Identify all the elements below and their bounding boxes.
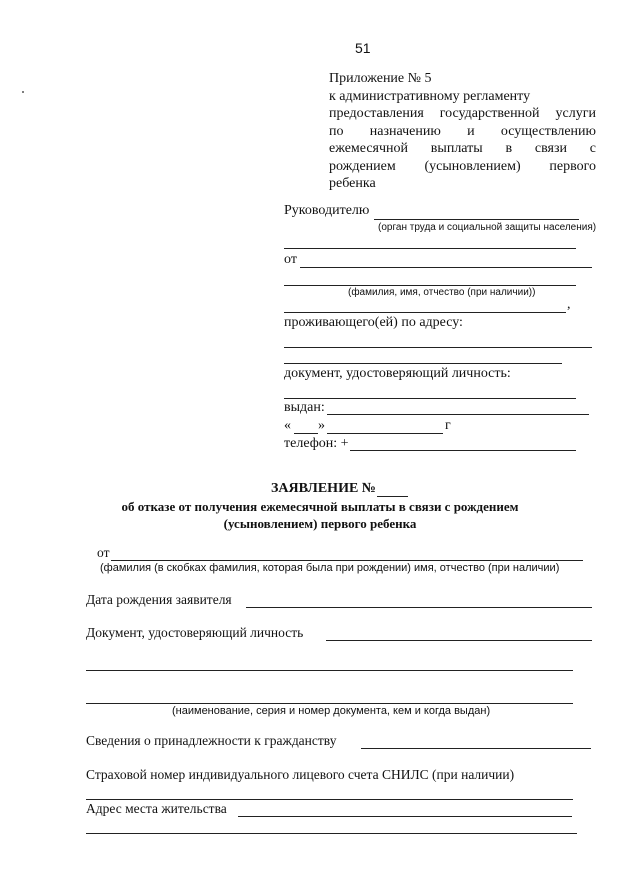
fio-field-line[interactable] bbox=[284, 285, 576, 286]
appendix-line-2: к административному регламенту bbox=[329, 88, 531, 104]
residence-field-line-2[interactable] bbox=[86, 833, 577, 834]
doc-label: документ, удостоверяющий личность: bbox=[284, 366, 511, 381]
appendix-line-5: ежемесячной выплаты в связи с bbox=[329, 141, 596, 156]
issued-label: выдан: bbox=[284, 400, 325, 415]
from-field-line[interactable] bbox=[300, 267, 592, 268]
appendix-block bbox=[329, 70, 596, 193]
birth-field-line[interactable] bbox=[246, 607, 592, 608]
appendix-line-1: Приложение № 5 bbox=[329, 71, 432, 86]
date-open-quote: « bbox=[284, 418, 291, 433]
head-field-line[interactable] bbox=[374, 219, 579, 220]
head-label: Руководителю bbox=[284, 203, 370, 218]
body-doc-line-2[interactable] bbox=[86, 670, 573, 671]
address-field-line-1[interactable] bbox=[284, 347, 592, 348]
doc-field-line[interactable] bbox=[284, 398, 576, 399]
phone-label: телефон: + bbox=[284, 436, 349, 451]
page-number: 51 bbox=[355, 40, 371, 56]
snils-field-line[interactable] bbox=[86, 799, 573, 800]
statement-number-line[interactable] bbox=[377, 496, 408, 497]
scan-speck bbox=[22, 91, 24, 93]
date-day-line[interactable] bbox=[294, 433, 318, 434]
appendix-line-3: предоставления государственной услуги bbox=[329, 106, 596, 121]
statement-subtitle-2: (усыновлением) первого ребенка bbox=[223, 516, 417, 531]
address-label: проживающего(ей) по адресу: bbox=[284, 315, 463, 330]
fio-hint: (фамилия, имя, отчество (при наличии)) bbox=[348, 287, 536, 298]
from-label: от bbox=[284, 252, 297, 267]
body-from-label: от bbox=[97, 545, 110, 560]
citizenship-label: Сведения о принадлежности к гражданству bbox=[86, 733, 337, 748]
statement-title: ЗАЯВЛЕНИЕ № bbox=[271, 481, 376, 496]
citizenship-field-line[interactable] bbox=[361, 748, 591, 749]
body-from-hint: (фамилия (в скобках фамилия, которая была при рождении) имя, отчество (при наличии) bbox=[100, 562, 560, 574]
statement-subtitle-1: об отказе от получения ежемесячной выплаты в связи с рождением bbox=[121, 499, 519, 514]
head-field-line-2[interactable] bbox=[284, 248, 576, 249]
address-field-line-2[interactable] bbox=[284, 363, 562, 364]
head-hint: (орган труда и социальной защиты населения) bbox=[378, 222, 597, 233]
date-rest-line[interactable] bbox=[327, 433, 443, 434]
snils-label: Страховой номер индивидуального лицевого счета СНИЛС (при наличии) bbox=[86, 767, 515, 782]
body-doc-line[interactable] bbox=[326, 640, 592, 641]
body-from-line[interactable] bbox=[111, 560, 583, 561]
appendix-line-4: по назначению и осуществлению bbox=[329, 123, 596, 139]
birth-label: Дата рождения заявителя bbox=[86, 592, 232, 607]
issued-field-line[interactable] bbox=[327, 414, 589, 415]
date-year-suffix: г bbox=[445, 418, 451, 433]
residence-field-line[interactable] bbox=[238, 816, 572, 817]
phone-field-line[interactable] bbox=[350, 450, 576, 451]
body-doc-label: Документ, удостоверяющий личность bbox=[86, 625, 304, 640]
appendix-line-7: ребенка bbox=[329, 176, 376, 191]
residence-label: Адрес места жительства bbox=[86, 801, 227, 816]
appendix-line-6: рождением (усыновлением) первого bbox=[329, 158, 596, 174]
body-doc-hint: (наименование, серия и номер документа, кем и когда выдан) bbox=[172, 705, 491, 717]
fio-comma: , bbox=[567, 297, 571, 312]
date-close-quote: » bbox=[318, 418, 325, 433]
fio-field-line-2[interactable] bbox=[284, 312, 566, 313]
body-doc-line-3[interactable] bbox=[86, 703, 573, 704]
